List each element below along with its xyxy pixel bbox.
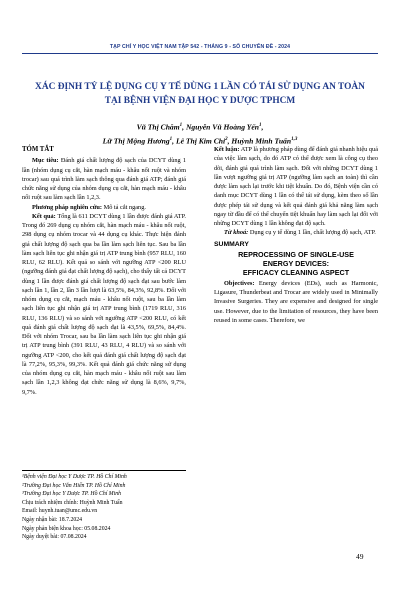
header-divider [22, 53, 378, 54]
author-affiliation: 1,3 [291, 136, 298, 142]
conclusion-paragraph [214, 145, 378, 228]
author-name: Lê Thị Kim Chi [175, 136, 226, 146]
date-accepted: Ngày duyệt bài: 07.08.2024 [22, 534, 87, 541]
english-title [214, 250, 378, 277]
results-label: Kết quả: [32, 212, 56, 220]
results-text: Tổng là 611 DCYT dùng 1 lần được đánh giá ATP. Trong đó 269 dụng cụ nhóm cắt, hàn mạch máu - khâu nối ruột, 298 dụng cụ nhóm trocar và 44 dụng cụ khác. Thực hiện đánh giá chất lượng độ sạch qua ba lần làm sạch liên tục. Sau ba lần làm sạch liên tục ghi nhận giá trị ATP trung bình (957 RLU, 160 RLU, 62 RLU). Kết quả so sánh với ngưỡng ATP <200 RLU (ngưỡng đánh giá đạt chất lượng độ sạch), cho thấy tất cả DCYT dùng 1 lần được đánh giá chất lượng độ sạch đạt sau bước làm sạch lần 1, lần 2, lần 3 lần lượt là 63,5%, 84,3%, 92,8%. Đối với nhóm dụng cụ cắt, mạch máu - khâu nối ruột, sau ba lần làm sạch liên tục ghi nhận giá trị ATP trung bình (1719 RLU, 316 RLU, 136 RLU) và so sánh với ngưỡng ATP <200 RLU, có kết quả đánh giá chất lượng độ sạch đạt là 43,5%, 69,5%, 84,4%. Đối với nhóm Trocar, sau ba lần làm sạch liên tục ghi nhận giá trị ATP trung bình (391 RLU, 43 RLU, 4 RLU) và so sánh với ngưỡng ATP <200, cho kết quả đánh giá chất lượng độ sạch đạt là 77,2%, 95,3%, 99,3%. Kết quả đánh giá chức năng sử dụng của nhóm dụng cụ cắt, hàn mạch máu - khâu nối ruột sau làm sạch lần 1,2,3 không đạt chức năng sử dụng là 8,6%, 9,7%, 9,7%. [22, 212, 186, 396]
author-name: Lữ Thị Mộng Hương [102, 136, 170, 146]
author-line-2: Lữ Thị Mộng Hương$^1$, Lê Thị Kim Chi$^2$, Huỳnh Minh Tuấn$^{1,3}$ [102, 136, 298, 146]
affiliation-3: ³Trường Đại học Y Dược TP. Hồ Chí Minh [22, 491, 122, 498]
affiliation-1: ¹Bệnh viện Đại học Y Dược TP. Hồ Chí Minh [22, 474, 127, 480]
article-title-line-1: XÁC ĐỊNH TỶ LỆ DỤNG CỤ Y TẾ DÙNG 1 LẦN CÓ TÁI SỬ DỤNG AN TOÀN [35, 82, 365, 92]
page-number: 49 [356, 552, 364, 561]
objectives-text: Energy devices (EDs), such as Harmonic, Ligasure, Thunderbeat and Trocar are widely used in Minimally Invasive Surgeries. They are expensive and designed for single use. However, due to the limitation of resources, they have been reused in some cases. Therefore, we [214, 279, 379, 324]
date-reviewed: Ngày phản biện khoa học: 05.08.2024 [22, 525, 111, 532]
author-line-1: Vũ Thị Chăm$^1$, Nguyễn Vũ Hoàng Yến$^1$, [136, 122, 264, 132]
author-list [22, 120, 378, 147]
author-affiliation: 1 [179, 123, 183, 128]
method-label: Phương pháp nghiên cứu: [32, 203, 103, 211]
method-text: Mô tả cắt ngang. [103, 203, 146, 211]
keywords-text: Dụng cụ y tế dùng 1 lần, chất lượng độ sạch, ATP. [249, 229, 376, 237]
keywords-label: Từ khoá: [224, 229, 249, 237]
objective-text: Đánh giá chất lượng độ sạch của DCYT dùng 1 lần (nhóm dụng cụ cắt, hàn mạch máu - khâu nối ruột và nhóm trocar) sau quá trình làm sạch thông qua đánh giá ATP; đánh giá chức năng sử dụng của nhóm dụng cụ cắt, hàn mạch máu - khâu nối ruột sau làm sạch lần 1,2,3. [22, 157, 186, 202]
conclusion-text: ATP là phương pháp dùng để đánh giá nhanh hiệu quả của việc làm sạch, do đó ATP có thể được xem là công cụ theo dõi, đánh giá quá trình làm sạch. Đối với những DCYT dùng 1 lần vượt ngưỡng giá trị ATP (ngưỡng làm sạch an toàn) thì cần được làm sạch lại trước khi tiệt khuẩn. Do đó, Bệnh viện cần có danh mục DCYT dùng 1 lần có thể tái sử dụng, kèm theo số lần được phép tái sử dụng và kết quả đánh giá khả năng làm sạch ngay từ đầu để có thể chuyển tiệt khuẩn hay làm sạch lại đối với những DCYT dùng 1 lần không đạt độ sạch. [214, 146, 378, 227]
objectives-paragraph [214, 279, 378, 325]
author-affiliation: 2 [225, 136, 228, 142]
keywords-paragraph [214, 228, 378, 237]
objectives-label: Objectives: [224, 279, 255, 287]
article-title [22, 80, 378, 108]
summary-heading: SUMMARY [214, 240, 249, 248]
author-name: Vũ Thị Chăm [136, 122, 180, 132]
author-affiliation: 1 [169, 136, 173, 142]
objective-label: Mục tiêu: [32, 157, 59, 165]
conclusion-label: Kết luận: [214, 146, 240, 153]
english-title-line-3: EFFICACY CLEANING ASPECT [242, 267, 350, 277]
english-title-line-1: REPROCESSING OF SINGLE-USE [238, 249, 354, 259]
objective-paragraph [22, 156, 186, 202]
contact-email: Email: huynh.tuan@umc.edu.vn [22, 508, 98, 515]
author-affiliation: 1 [259, 123, 262, 128]
author-name: Huỳnh Minh Tuấn [231, 136, 292, 146]
date-received: Ngày nhận bài: 18.7.2024 [22, 516, 83, 523]
method-paragraph [22, 203, 186, 212]
results-paragraph [22, 212, 186, 397]
journal-header: TẠP CHÍ Y HỌC VIỆT NAM TẬP 542 - THÁNG 9 - SỐ CHUYÊN ĐỀ - 2024 [109, 44, 291, 50]
right-column [214, 145, 378, 325]
left-column [22, 145, 186, 397]
author-name: Nguyễn Vũ Hoàng Yến [185, 122, 260, 132]
footnotes [22, 470, 186, 542]
english-title-line-2: ENERGY DEVICES: [262, 258, 330, 268]
affiliation-2: ²Trường Đại học Văn Hiến TP. Hồ Chí Minh [22, 482, 126, 489]
article-title-line-2: TẠI BỆNH VIỆN ĐẠI HỌC Y DƯỢC TPHCM [104, 96, 296, 106]
corresponding-author: Chịu trách nhiệm chính: Huỳnh Minh Tuấn [22, 499, 123, 506]
abstract-heading: TÓM TẮT [22, 146, 54, 153]
